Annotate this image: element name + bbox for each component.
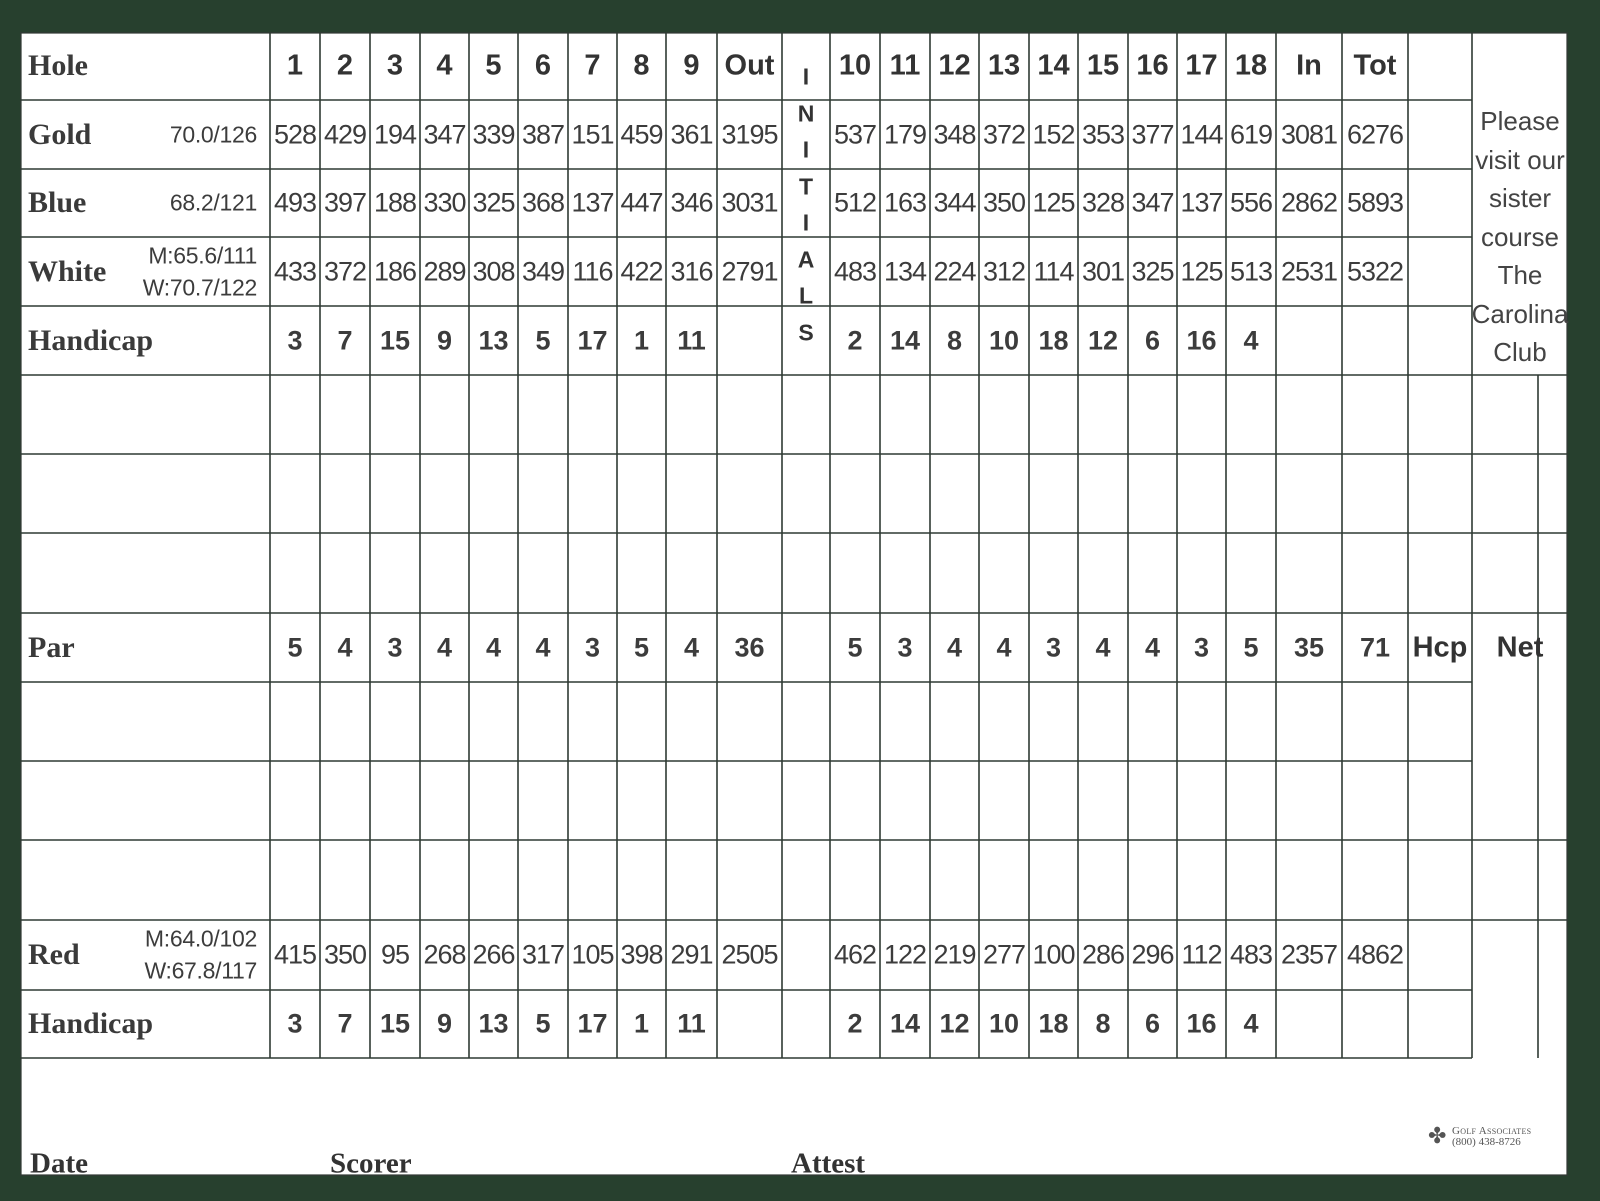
tee-yardage-back-cell: 224: [933, 256, 976, 286]
tee-yardage-out-cell: 2505: [721, 939, 778, 970]
par-front-cell: 4: [683, 632, 700, 662]
tee-yardage-back-cell: 125: [1180, 256, 1223, 286]
handicap-front-cell: 3: [287, 1008, 303, 1039]
tee-yardage-back-cell: 347: [1131, 187, 1174, 218]
handicap-front-cell: 17: [577, 325, 608, 355]
hole-number: 16: [1136, 49, 1169, 82]
tee-yardage-back-cell: 163: [883, 187, 927, 218]
handicap-back-cell: 2: [847, 325, 863, 355]
hole-number: 7: [584, 49, 601, 82]
tee-rating: 70.0/126: [169, 121, 257, 147]
handicap-back-cell: 10: [988, 1008, 1020, 1039]
par-back-cell: 4: [1095, 632, 1111, 662]
handicap-back-cell: 16: [1186, 1008, 1217, 1039]
tee-yardage-front-cell: 447: [620, 187, 663, 218]
hole-number: 8: [633, 49, 650, 82]
par-back-cell: 4: [1144, 632, 1161, 662]
handicap-back-cell: 10: [988, 325, 1020, 355]
tee-yardage-back-cell: 137: [1180, 187, 1223, 218]
tee-yardage-front-cell: 398: [620, 939, 663, 970]
initials-letter: S: [798, 319, 814, 345]
tee-yardage-front-cell: 266: [472, 939, 515, 970]
tee-yardage-front-cell: 289: [423, 256, 466, 286]
par-front-cell: 4: [485, 632, 502, 662]
tee-yardage-back-cell: 134: [883, 256, 927, 286]
handicap-front-cell: 3: [287, 325, 303, 355]
tee-yardage-front-cell: 325: [472, 187, 515, 218]
tee-yardage-front-cell: 330: [423, 187, 466, 218]
tee-yardage-front-cell: 493: [273, 187, 317, 218]
promo-line: Carolina: [1471, 298, 1569, 329]
tee-yardage-front-cell: 137: [571, 187, 614, 218]
handicap-back-cell: 14: [889, 325, 921, 355]
par-front-cell: 4: [337, 632, 353, 662]
tee-yardage-back-cell: 344: [933, 187, 976, 218]
tee-yardage-back-cell: 537: [833, 119, 877, 149]
tee-yardage-back-cell: 100: [1032, 939, 1075, 970]
handicap-front-cell: 17: [577, 1008, 608, 1039]
tee-yardage-back-cell: 372: [982, 119, 1026, 149]
tee-yardage-front-cell: 268: [423, 939, 466, 970]
printer-logo: [1428, 1124, 1568, 1156]
tee-yardage-back-cell: 462: [833, 939, 877, 970]
tee-yardage-front-cell: 387: [521, 119, 565, 149]
tee-yardage-front-cell: 188: [373, 187, 417, 218]
hole-number: 10: [838, 49, 872, 82]
initials-letter: I: [802, 209, 810, 236]
tee-yardage-back-cell: 483: [1229, 939, 1273, 970]
tee-yardage-front-cell: 316: [670, 256, 713, 286]
tee-yardage-back-cell: 348: [933, 119, 976, 149]
hole-number: 11: [889, 49, 921, 82]
tee-yardage-back-cell: 301: [1081, 256, 1125, 286]
tee-name: Red: [28, 938, 80, 971]
sister-course-promo: [1458, 102, 1582, 372]
tee-rating: W:70.7/122: [142, 274, 257, 300]
golfer-logo-icon: ✤: [1428, 1124, 1447, 1149]
tee-yardage-back-cell: 122: [883, 939, 927, 970]
handicap-front-cell: 13: [478, 325, 509, 355]
tee-name: Blue: [28, 186, 87, 219]
tee-yardage-front-cell: 291: [670, 939, 713, 970]
tee-yardage-back-cell: 144: [1180, 119, 1223, 149]
tee-yardage-front-cell: 346: [670, 187, 713, 218]
tee-name: White: [28, 254, 107, 288]
tee-yardage-front-cell: 339: [472, 119, 515, 149]
tee-yardage-front-cell: 347: [423, 119, 466, 149]
tee-yardage-back-cell: 483: [833, 256, 877, 286]
tee-yardage-tot-cell: 6276: [1346, 119, 1404, 149]
handicap-front-cell: 7: [337, 325, 353, 355]
initials-letter: N: [797, 100, 815, 126]
hole-number: 6: [534, 49, 552, 82]
handicap-back-cell: 8: [946, 325, 963, 355]
initials-letter: L: [798, 282, 814, 309]
par-front-cell: 4: [436, 632, 453, 662]
handicap-front-cell: 1: [633, 325, 650, 355]
handicap-back-cell: 6: [1144, 325, 1161, 355]
tee-yardage-front-cell: 95: [380, 939, 410, 970]
tee-yardage-front-cell: 361: [670, 119, 713, 149]
tee-rating: W:67.8/117: [144, 957, 257, 984]
hole-number: 14: [1037, 49, 1070, 82]
tee-yardage-front-cell: 151: [571, 119, 614, 149]
tee-yardage-back-cell: 325: [1131, 256, 1174, 286]
hole-number: 15: [1086, 49, 1120, 82]
scorer-label: Scorer: [330, 1147, 412, 1180]
tee-yardage-back-cell: 619: [1229, 119, 1273, 149]
par-front-cell: 5: [633, 632, 650, 662]
handicap-label: Handicap: [28, 1007, 154, 1040]
tee-yardage-in-cell: 2531: [1280, 256, 1338, 286]
tee-yardage-front-cell: 372: [323, 256, 367, 286]
handicap-back-cell: 18: [1038, 1008, 1069, 1039]
hole-label: Hole: [28, 49, 88, 82]
net-header: Net: [1496, 631, 1544, 663]
hole-number: 18: [1234, 49, 1268, 82]
tee-yardage-front-cell: 415: [273, 939, 317, 970]
handicap-back-cell: 14: [889, 1008, 921, 1039]
par-front-cell: 5: [287, 632, 303, 662]
tee-yardage-back-cell: 179: [883, 119, 927, 149]
handicap-front-cell: 9: [436, 325, 453, 355]
handicap-front-cell: 7: [337, 1008, 353, 1039]
par-tot-cell: 71: [1359, 632, 1391, 662]
out-header: Out: [724, 49, 775, 82]
initials-letter: A: [797, 246, 815, 272]
tee-yardage-back-cell: 219: [933, 939, 976, 970]
initials-letter: I: [802, 136, 810, 163]
handicap-front-cell: 5: [535, 1008, 551, 1039]
tee-yardage-back-cell: 125: [1032, 187, 1075, 218]
par-front-cell: 3: [584, 632, 601, 662]
tee-rating: M:65.6/111: [148, 242, 257, 268]
tee-yardage-front-cell: 429: [323, 119, 367, 149]
handicap-front-cell: 11: [677, 1008, 706, 1039]
par-out-cell: 36: [734, 632, 765, 662]
tee-name: Gold: [28, 117, 92, 151]
tee-yardage-back-cell: 353: [1081, 119, 1125, 149]
handicap-front-cell: 1: [633, 1008, 650, 1039]
par-front-cell: 3: [387, 632, 403, 662]
tee-yardage-back-cell: 152: [1032, 119, 1075, 149]
hole-number: 13: [987, 49, 1021, 82]
tee-yardage-back-cell: 296: [1131, 939, 1174, 970]
logo-phone: (800) 438-8726: [1452, 1136, 1521, 1148]
par-back-cell: 3: [1045, 632, 1062, 662]
tee-yardage-front-cell: 186: [373, 256, 417, 286]
promo-line: The: [1497, 260, 1543, 290]
par-back-cell: 4: [996, 632, 1012, 662]
hole-number: 3: [386, 49, 404, 82]
handicap-label: Handicap: [28, 323, 154, 357]
in-header: In: [1296, 49, 1322, 82]
tee-yardage-front-cell: 317: [521, 939, 565, 970]
tee-yardage-tot-cell: 5322: [1346, 256, 1404, 286]
tee-yardage-tot-cell: 4862: [1346, 939, 1404, 970]
tee-yardage-tot-cell: 5893: [1346, 187, 1404, 218]
hole-number: 9: [683, 49, 700, 82]
tee-yardage-front-cell: 194: [373, 119, 417, 149]
par-front-cell: 4: [535, 632, 551, 662]
promo-line: Please: [1480, 106, 1560, 136]
par-back-cell: 5: [847, 632, 863, 662]
logo-company: Golf Associates: [1452, 1125, 1532, 1137]
par-back-cell: 3: [1193, 632, 1210, 662]
tee-yardage-front-cell: 116: [572, 256, 613, 286]
tee-yardage-front-cell: 349: [521, 256, 565, 286]
scorecard: [20, 32, 1569, 1180]
handicap-front-cell: 15: [379, 1008, 411, 1039]
promo-line: course: [1480, 221, 1560, 252]
hole-number: 5: [485, 49, 502, 82]
hole-number: 2: [336, 49, 354, 82]
tee-yardage-front-cell: 308: [472, 256, 515, 286]
tee-yardage-back-cell: 350: [982, 187, 1026, 218]
par-back-cell: 3: [897, 632, 913, 662]
par-back-cell: 5: [1243, 632, 1259, 662]
attest-label: Attest: [791, 1147, 866, 1180]
handicap-front-cell: 11: [677, 325, 706, 355]
handicap-front-cell: 13: [478, 1008, 509, 1039]
tee-yardage-front-cell: 433: [273, 256, 317, 286]
handicap-back-cell: 12: [1087, 325, 1119, 355]
handicap-back-cell: 12: [939, 1008, 970, 1039]
tee-rating: 68.2/121: [169, 189, 257, 216]
handicap-back-cell: 2: [847, 1008, 863, 1039]
tee-yardage-front-cell: 368: [521, 187, 565, 218]
initials-letter: T: [798, 173, 814, 199]
tee-yardage-back-cell: 277: [982, 939, 1026, 970]
tee-yardage-front-cell: 397: [323, 187, 367, 218]
tee-yardage-front-cell: 105: [571, 939, 614, 970]
promo-line: Club: [1493, 337, 1547, 367]
tee-yardage-back-cell: 377: [1131, 119, 1174, 149]
tee-yardage-back-cell: 512: [833, 187, 877, 218]
tee-yardage-front-cell: 459: [620, 119, 663, 149]
tee-yardage-back-cell: 112: [1181, 939, 1222, 970]
tee-yardage-out-cell: 3031: [721, 187, 778, 218]
handicap-back-cell: 6: [1144, 1008, 1161, 1039]
promo-line: visit our: [1475, 144, 1565, 175]
tee-yardage-in-cell: 2862: [1280, 187, 1338, 218]
handicap-front-cell: 15: [379, 325, 411, 355]
tee-yardage-back-cell: 513: [1229, 256, 1273, 286]
tee-yardage-back-cell: 328: [1081, 187, 1125, 218]
tee-yardage-back-cell: 556: [1229, 187, 1273, 218]
hcp-header: Hcp: [1412, 631, 1468, 663]
promo-line: sister: [1488, 183, 1552, 213]
tee-yardage-back-cell: 114: [1033, 256, 1074, 286]
handicap-back-cell: 8: [1095, 1008, 1111, 1039]
tee-rating: M:64.0/102: [144, 925, 257, 952]
par-back-cell: 4: [946, 632, 963, 662]
hole-number: 12: [938, 49, 971, 82]
tot-header: Tot: [1353, 49, 1397, 82]
handicap-back-cell: 4: [1243, 325, 1259, 355]
hole-number: 4: [436, 49, 453, 82]
tee-yardage-in-cell: 3081: [1280, 119, 1338, 149]
handicap-front-cell: 5: [535, 325, 551, 355]
tee-yardage-back-cell: 312: [982, 256, 1026, 286]
handicap-back-cell: 18: [1038, 325, 1069, 355]
tee-yardage-in-cell: 2357: [1280, 939, 1338, 970]
tee-yardage-out-cell: 2791: [721, 256, 778, 286]
par-label: Par: [28, 630, 75, 664]
tee-yardage-out-cell: 3195: [721, 119, 778, 149]
handicap-back-cell: 4: [1243, 1008, 1259, 1039]
date-label: Date: [30, 1147, 88, 1180]
tee-yardage-front-cell: 528: [273, 119, 317, 149]
tee-yardage-front-cell: 350: [323, 939, 367, 970]
handicap-front-cell: 9: [436, 1008, 453, 1039]
hole-number: 1: [286, 49, 304, 82]
initials-letter: I: [802, 63, 810, 90]
par-in-cell: 35: [1293, 632, 1325, 662]
tee-yardage-front-cell: 422: [620, 256, 663, 286]
tee-yardage-back-cell: 286: [1081, 939, 1125, 970]
hole-number: 17: [1185, 49, 1218, 82]
handicap-back-cell: 16: [1186, 325, 1217, 355]
